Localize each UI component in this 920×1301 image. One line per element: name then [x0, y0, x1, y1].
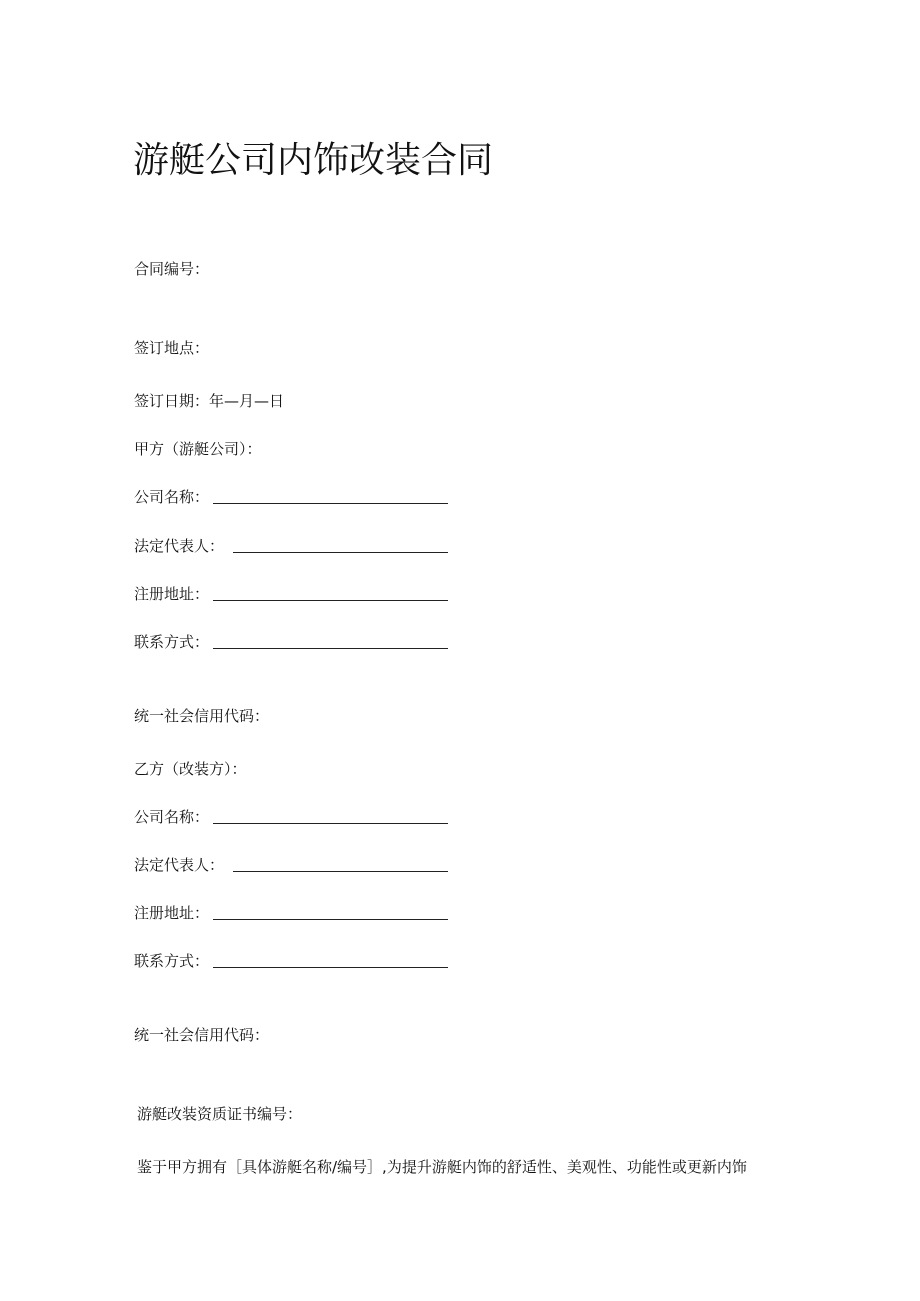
party-a-address-label: 注册地址：	[134, 585, 210, 603]
party-b-company-name-label: 公司名称：	[134, 808, 210, 826]
sign-date-label: 签订日期：年—月—日	[134, 392, 285, 410]
document-title: 游艇公司内饰改装合同	[133, 140, 494, 181]
party-a-legal-rep-label: 法定代表人：	[134, 537, 225, 555]
party-a-contact-label: 联系方式：	[134, 633, 210, 651]
party-b-legal-rep-label: 法定代表人：	[134, 856, 225, 874]
party-b-contact-label: 联系方式：	[134, 952, 210, 970]
party-b-address-blank	[213, 919, 448, 920]
party-a-legal-rep-blank	[233, 552, 448, 553]
party-b-heading: 乙方（改装方）：	[134, 760, 247, 778]
party-a-credit-code-label: 统一社会信用代码：	[134, 707, 270, 725]
party-a-address-blank	[213, 600, 448, 601]
contract-number-label: 合同编号：	[134, 260, 210, 278]
party-a-heading: 甲方（游艇公司）：	[134, 440, 262, 458]
party-a-company-name-blank	[213, 503, 448, 504]
party-b-address-label: 注册地址：	[134, 904, 210, 922]
party-a-contact-blank	[213, 648, 448, 649]
sign-place-label: 签订地点：	[134, 339, 210, 357]
qualification-cert-label: 游艇改装资质证书编号：	[137, 1105, 303, 1123]
party-b-credit-code-label: 统一社会信用代码：	[134, 1026, 270, 1044]
party-b-legal-rep-blank	[233, 871, 448, 872]
preamble-text: 鉴于甲方拥有［具体游艇名称/编号］,为提升游艇内饰的舒适性、美观性、功能性或更新内饰	[137, 1158, 747, 1176]
party-b-contact-blank	[213, 967, 448, 968]
party-b-company-name-blank	[213, 823, 448, 824]
party-a-company-name-label: 公司名称：	[134, 488, 210, 506]
